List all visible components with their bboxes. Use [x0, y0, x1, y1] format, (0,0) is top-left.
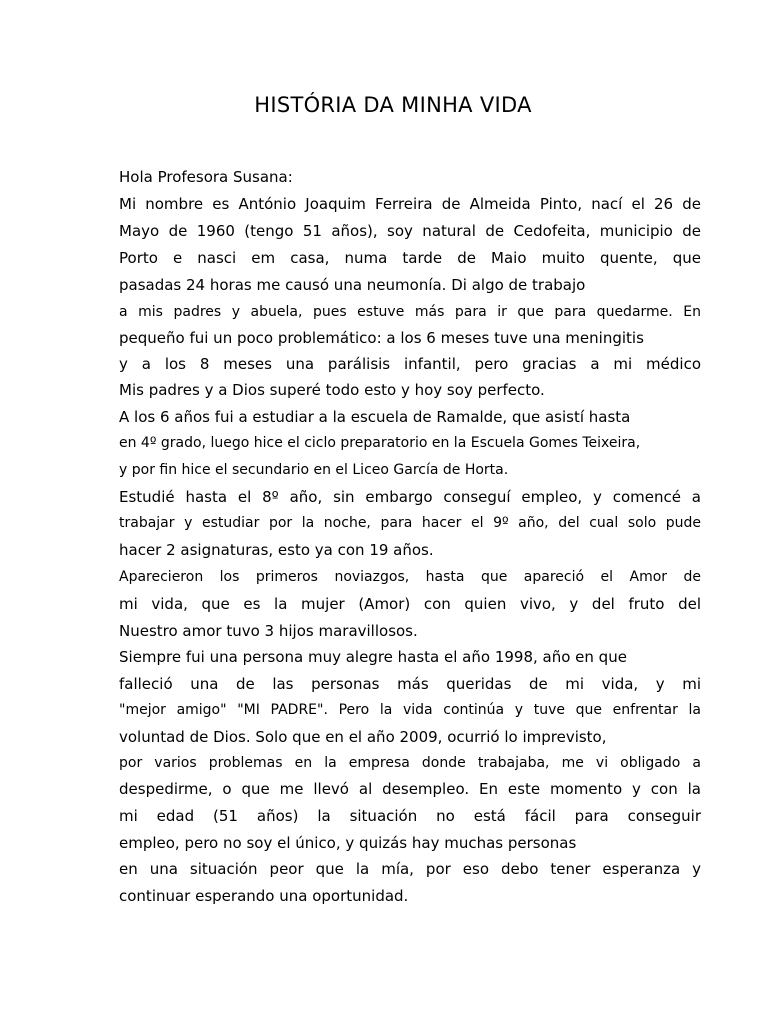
body-line: despedirme, o que me llevó al desempleo. En este momento y con la	[119, 780, 701, 798]
body-line: A los 6 años fui a estudiar a la escuela de Ramalde, que asistí hasta	[119, 408, 631, 426]
body-line: mi edad (51 años) la situación no está fácil para conseguir	[119, 807, 701, 825]
body-line: continuar esperando una oportunidad.	[119, 887, 409, 905]
body-line: Mis padres y a Dios superé todo esto y hoy soy perfecto.	[119, 381, 545, 399]
body-line: en 4º grado, luego hice el ciclo preparatorio en la Escuela Gomes Teixeira,	[119, 435, 641, 451]
body-line: falleció una de las personas más queridas de mi vida, y mi	[119, 675, 701, 693]
body-line: empleo, pero no soy el único, y quizás hay muchas personas	[119, 834, 577, 852]
document-title: HISTÓRIA DA MINHA VIDA	[254, 93, 532, 117]
body-line: mi vida, que es la mujer (Amor) con quien vivo, y del fruto del	[119, 595, 701, 613]
body-line: pasadas 24 horas me causó una neumonía. Di algo de trabajo	[119, 276, 586, 294]
body-line: y por fin hice el secundario en el Liceo García de Horta.	[119, 462, 509, 478]
body-line: Nuestro amor tuvo 3 hijos maravillosos.	[119, 622, 418, 640]
body-line: voluntad de Dios. Solo que en el año 2009, ocurrió lo imprevisto,	[119, 728, 607, 746]
body-line: "mejor amigo" "MI PADRE". Pero la vida continúa y tuve que enfrentar la	[119, 702, 701, 718]
body-line: y a los 8 meses una parálisis infantil, pero gracias a mi médico	[119, 355, 701, 373]
body-line: Mi nombre es António Joaquim Ferreira de Almeida Pinto, nací el 26 de	[119, 195, 701, 213]
body-line: Mayo de 1960 (tengo 51 años), soy natural de Cedofeita, municipio de	[119, 222, 701, 240]
body-line: hacer 2 asignaturas, esto ya con 19 años.	[119, 541, 434, 559]
body-line: Aparecieron los primeros noviazgos, hasta que apareció el Amor de	[119, 569, 701, 585]
body-line: trabajar y estudiar por la noche, para hacer el 9º año, del cual solo pude	[119, 515, 701, 531]
body-line: Porto e nasci em casa, numa tarde de Maio muito quente, que	[119, 249, 701, 267]
body-line: pequeño fui un poco problemático: a los 6 meses tuve una meningitis	[119, 329, 644, 347]
body-line: por varios problemas en la empresa donde trabajaba, me vi obligado a	[119, 755, 701, 771]
greeting-line: Hola Profesora Susana:	[119, 168, 293, 186]
body-line: Estudié hasta el 8º año, sin embargo conseguí empleo, y comencé a	[119, 488, 701, 506]
body-line: Siempre fui una persona muy alegre hasta el año 1998, año en que	[119, 648, 627, 666]
body-line: en una situación peor que la mía, por eso debo tener esperanza y	[119, 860, 701, 878]
body-line: a mis padres y abuela, pues estuve más para ir que para quedarme. En	[119, 304, 701, 320]
